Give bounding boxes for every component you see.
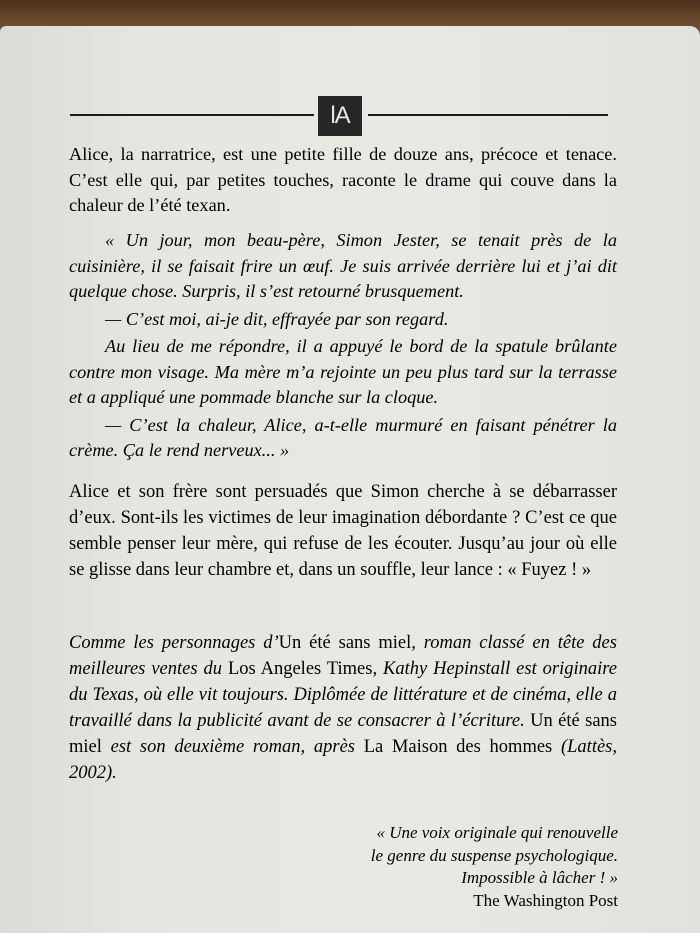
summary-text: Alice et son frère sont persuadés que Simon cherche à se débarrasser d’eux. Sont-ils les victimes de leur imagination débordante ? C’est ce que semble penser leur mère, qui refuse de les écouter. Jusqu’au jour où elle se glisse dans leur chambre et, dans un souffle, leur lance : « Fuyez ! » — [69, 482, 617, 580]
quote-paragraph-2: — C’est moi, ai-je dit, effrayée par son regard. — [105, 308, 449, 329]
blurb-line-2: le genre du suspense psychologique. — [370, 845, 618, 865]
bio-segment-4: est son deuxième roman, après — [101, 737, 364, 757]
excerpt-quote — [69, 228, 617, 466]
bio-segment-5: (Lattès, 2002). — [69, 737, 617, 783]
quote-paragraph-4: — C’est la chaleur, Alice, a-t-elle murmuré en faisant pénétrer la crème. Ça le rend nerveux... » — [69, 414, 617, 460]
publisher-logo: lA — [318, 96, 362, 136]
blurb-line-3: Impossible à lâcher ! » — [461, 868, 618, 887]
blurb-line-1: « Une voix originale qui renouvelle — [376, 823, 618, 842]
bio-segment-1: Comme les personnages d’ — [69, 633, 279, 653]
intro-text: Alice, la narratrice, est une petite fille de douze ans, précoce et tenace. C’est elle qui, par petites touches, raconte le drame qui couve dans la chaleur de l’été texan. — [69, 144, 617, 215]
book-title: Un été sans miel — [278, 633, 412, 653]
author-bio — [69, 630, 617, 786]
newspaper-name: Los Angeles Times — [227, 659, 373, 679]
bio-segment-2: , roman classé en tête des meilleures ventes du — [69, 633, 617, 679]
header-rule-left — [70, 114, 314, 116]
quote-paragraph-3: Au lieu de me répondre, il a appuyé le bord de la spatule brûlante contre mon visage. Ma mère m’a rejointe un peu plus tard sur la terrasse et a appliqué une pommade blanche sur la cloque. — [69, 336, 617, 407]
press-blurb — [258, 822, 618, 912]
header-rule-right — [368, 114, 608, 116]
bio-segment-3: , Kathy Hepinstall est originaire du Texas, où elle vit toujours. Diplômée de littérature et de cinéma, elle a travaillé dans la publicité avant de se consacrer à l’écriture. — [69, 659, 617, 731]
summary-paragraph — [69, 479, 617, 583]
book-title-repeat: Un été sans miel — [69, 711, 617, 757]
quote-paragraph-1: « Un jour, mon beau-père, Simon Jester, se tenait près de la cuisinière, il se faisait frire un œuf. Je suis arrivée derrière lui et j’ai dit quelque chose. Surpris, il s’est retourné brusquement. — [69, 230, 617, 301]
blurb-source: The Washington Post — [473, 890, 618, 910]
intro-paragraph — [69, 142, 617, 219]
previous-book-title: La Maison des hommes — [363, 737, 553, 757]
author-bio-text — [69, 630, 617, 786]
